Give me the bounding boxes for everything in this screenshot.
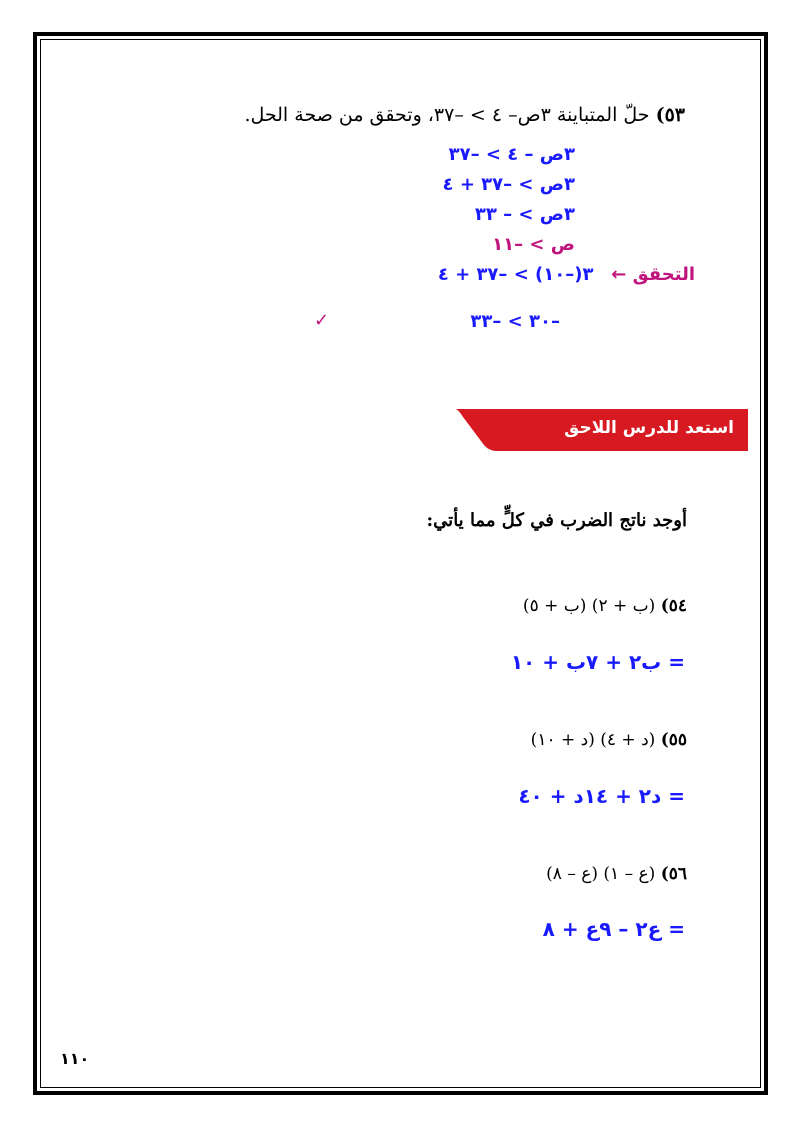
checkmark-icon: ✓ (314, 310, 330, 331)
solution-result: ص > –١١ (492, 234, 575, 255)
exercise-54-answer: = ب٢ + ٧ب + ١٠ (510, 650, 685, 674)
exercise-55-answer: = د٢ + ١٤د + ٤٠ (518, 784, 685, 808)
exercise-54-expression: (ب + ٢) (ب + ٥) (522, 596, 656, 616)
exercise-56-expression: (ع – ١) (ع – ٨) (546, 864, 656, 884)
solution-step-1: ٣ص – ٤ > –٣٧ (448, 144, 575, 165)
problem-53-text: حلّ المتباينة ٣ص– ٤ > –٣٧، وتحقق من صحة الحل. (244, 104, 650, 126)
check-label: التحقق ← (611, 264, 695, 285)
exercise-54 (523, 598, 687, 615)
solution-step-2: ٣ص > –٣٧ + ٤ (442, 174, 575, 195)
exercise-55 (531, 732, 687, 749)
check-line (438, 266, 695, 284)
check-final: –٣٠ > –٣٣ (470, 311, 560, 332)
page-number: ١١٠ (60, 1049, 90, 1068)
exercise-56 (546, 866, 687, 883)
exercise-56-number: ٥٦) (660, 864, 687, 884)
problem-53-statement (244, 106, 685, 125)
exercise-54-number: ٥٤) (660, 596, 687, 616)
problem-53-number: ٥٣) (655, 104, 685, 126)
exercise-55-expression: (د + ٤) (د + ١٠) (530, 730, 656, 750)
instruction-text: أوجد ناتج الضرب في كلٍّ مما يأتي: (426, 510, 687, 531)
exercise-55-number: ٥٥) (660, 730, 687, 750)
section-banner (455, 409, 748, 451)
solution-step-3: ٣ص > – ٣٣ (474, 204, 575, 225)
banner-title: استعد للدرس اللاحق (564, 418, 734, 438)
exercise-56-answer: = ع٢ – ٩ع + ٨ (542, 917, 685, 941)
check-expression: ٣(–١٠) > –٣٧ + ٤ (437, 264, 594, 285)
